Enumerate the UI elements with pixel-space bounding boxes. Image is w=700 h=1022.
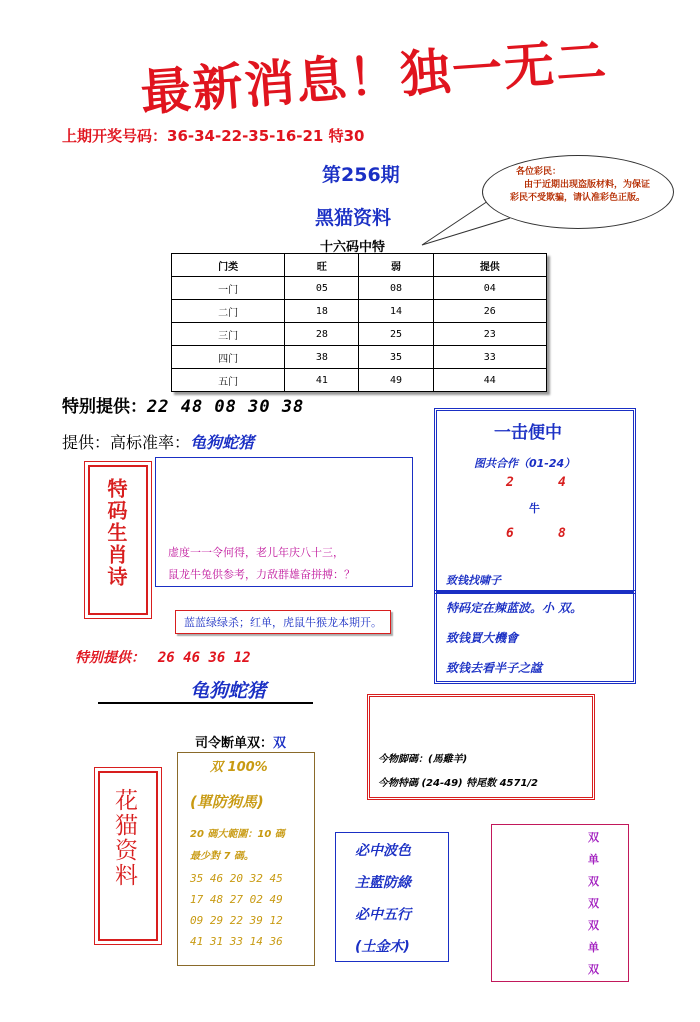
- red-special-offer: [75, 647, 251, 667]
- combo-number: 8: [558, 526, 566, 541]
- table-cell: 23: [433, 323, 546, 346]
- table-cell: 35: [359, 346, 433, 369]
- list-item: 双: [588, 875, 599, 888]
- combo-zodiac: 牛: [529, 502, 540, 515]
- table-row: [172, 323, 547, 346]
- wave-line-3: 必中五行: [355, 907, 411, 923]
- notes-line-2: 致钱買大機會: [446, 631, 519, 645]
- zodiac-animals: 龟狗蛇猪: [190, 680, 267, 702]
- table-cell: 14: [359, 300, 433, 323]
- list-item: 单: [588, 941, 599, 954]
- list-item: 双: [588, 963, 599, 976]
- table-cell: 五门: [172, 369, 285, 392]
- special-offer-numbers: 22 48 08 30 38: [147, 397, 305, 417]
- wave-line-2: 主藍防綠: [355, 875, 411, 891]
- guard-note: (單防狗馬): [190, 793, 264, 811]
- provide-animals: 龟狗蛇猪: [190, 433, 255, 452]
- poem-text: [168, 542, 355, 586]
- list-item: 单: [588, 853, 599, 866]
- yiji-title: 一击便中: [494, 423, 562, 443]
- poem-title: 特码生肖诗: [104, 478, 128, 588]
- wave-line-1: 必中波色: [355, 843, 411, 859]
- list-item: 双: [588, 831, 599, 844]
- table-row: [172, 300, 547, 323]
- notice-body: 由于近期出现盗版材料，为保证彩民不受欺骗，请认准彩色正版。: [510, 180, 651, 203]
- notes-line-3: 致钱去看半子之諡: [446, 661, 543, 675]
- table-cell: 28: [285, 323, 359, 346]
- odd-even-pct: 双 100%: [210, 760, 268, 775]
- table-cell: 04: [433, 277, 546, 300]
- notice-text: [510, 166, 650, 205]
- odd-even-line: [195, 732, 286, 751]
- flower-cat-title: 花猫资料: [111, 788, 137, 888]
- combo-label: 图共合作（01-24）: [474, 457, 576, 470]
- odd-even-list-box: [491, 824, 629, 982]
- table-cell: 44: [433, 369, 546, 392]
- table-row: [172, 346, 547, 369]
- number-grid: 35 46 20 32 45 17 48 27 02 49 09 29 22 39 12 41 31 33 14 36: [190, 872, 283, 948]
- table-header-cell: 门类: [172, 254, 285, 277]
- table-cell: 26: [433, 300, 546, 323]
- table-cell: 49: [359, 369, 433, 392]
- range-line-1: 20 碼大範圍：10 碼: [190, 829, 285, 840]
- table-cell: 一门: [172, 277, 285, 300]
- special-offer-label: 特别提供：: [62, 397, 147, 417]
- table-cell: 41: [285, 369, 359, 392]
- table-cell: 38: [285, 346, 359, 369]
- red-special-label: 特别提供：: [75, 650, 145, 666]
- code-line-2: 今物特碼 (24-49) 特尾数 4571/2: [378, 778, 539, 789]
- red-special-numbers: 26 46 36 12: [157, 650, 251, 666]
- odd-even-value: 双: [273, 736, 287, 751]
- page-title: 最新消息！独一无二: [138, 30, 610, 123]
- table-header-cell: 提供: [433, 254, 546, 277]
- code-line-1: 今物脚碼：(馬雞羊): [378, 754, 468, 765]
- last-draw-numbers: 上期开奖号码：36-34-22-35-16-21 特30: [62, 127, 365, 145]
- table-cell: 二门: [172, 300, 285, 323]
- combo-number: 4: [558, 475, 566, 490]
- table-cell: 四门: [172, 346, 285, 369]
- combo-number: 6: [506, 526, 514, 541]
- wave-line-4: (土金木): [355, 939, 410, 955]
- sixteen-code-table: [171, 253, 547, 392]
- special-offer: [62, 392, 304, 417]
- table-cell: 25: [359, 323, 433, 346]
- combo-number: 2: [506, 475, 514, 490]
- table-row: [172, 277, 547, 300]
- table-cell: 08: [359, 277, 433, 300]
- table-cell: 18: [285, 300, 359, 323]
- provide-label: 提供：高标准率：: [62, 433, 191, 452]
- table-header-cell: 旺: [285, 254, 359, 277]
- table-header-row: [172, 254, 547, 277]
- provide-line: [62, 430, 254, 453]
- notice-greeting: 各位彩民：: [516, 167, 562, 177]
- table-cell: 05: [285, 277, 359, 300]
- table-row: [172, 369, 547, 392]
- list-item: 双: [588, 919, 599, 932]
- table-cell: 33: [433, 346, 546, 369]
- brand-title: 黑猫资料: [315, 207, 392, 229]
- poem-line-1: 虚度一一令何得，老儿年庆八十三，: [168, 546, 344, 559]
- issue-number: 第256期: [322, 164, 400, 186]
- table-header-cell: 弱: [359, 254, 433, 277]
- poem-line-2: 鼠龙牛兔供参考，力敌群雄奋拼搏：？: [168, 568, 355, 581]
- colors-note: 蓝蓝绿绿杀；红单，虎鼠牛猴龙本期开。: [175, 610, 391, 634]
- divider: [98, 702, 313, 704]
- range-line-2: 最少對 7 碼。: [190, 851, 254, 862]
- list-item: 双: [588, 897, 599, 910]
- odd-even-label: 司令断单双：: [195, 736, 274, 751]
- yiji-footer: 致钱找啸子: [446, 574, 501, 587]
- notes-line-1: 特码定在辣蓝波。小 双。: [446, 601, 583, 615]
- table-cell: 三门: [172, 323, 285, 346]
- table-title: 十六码中特: [320, 240, 386, 255]
